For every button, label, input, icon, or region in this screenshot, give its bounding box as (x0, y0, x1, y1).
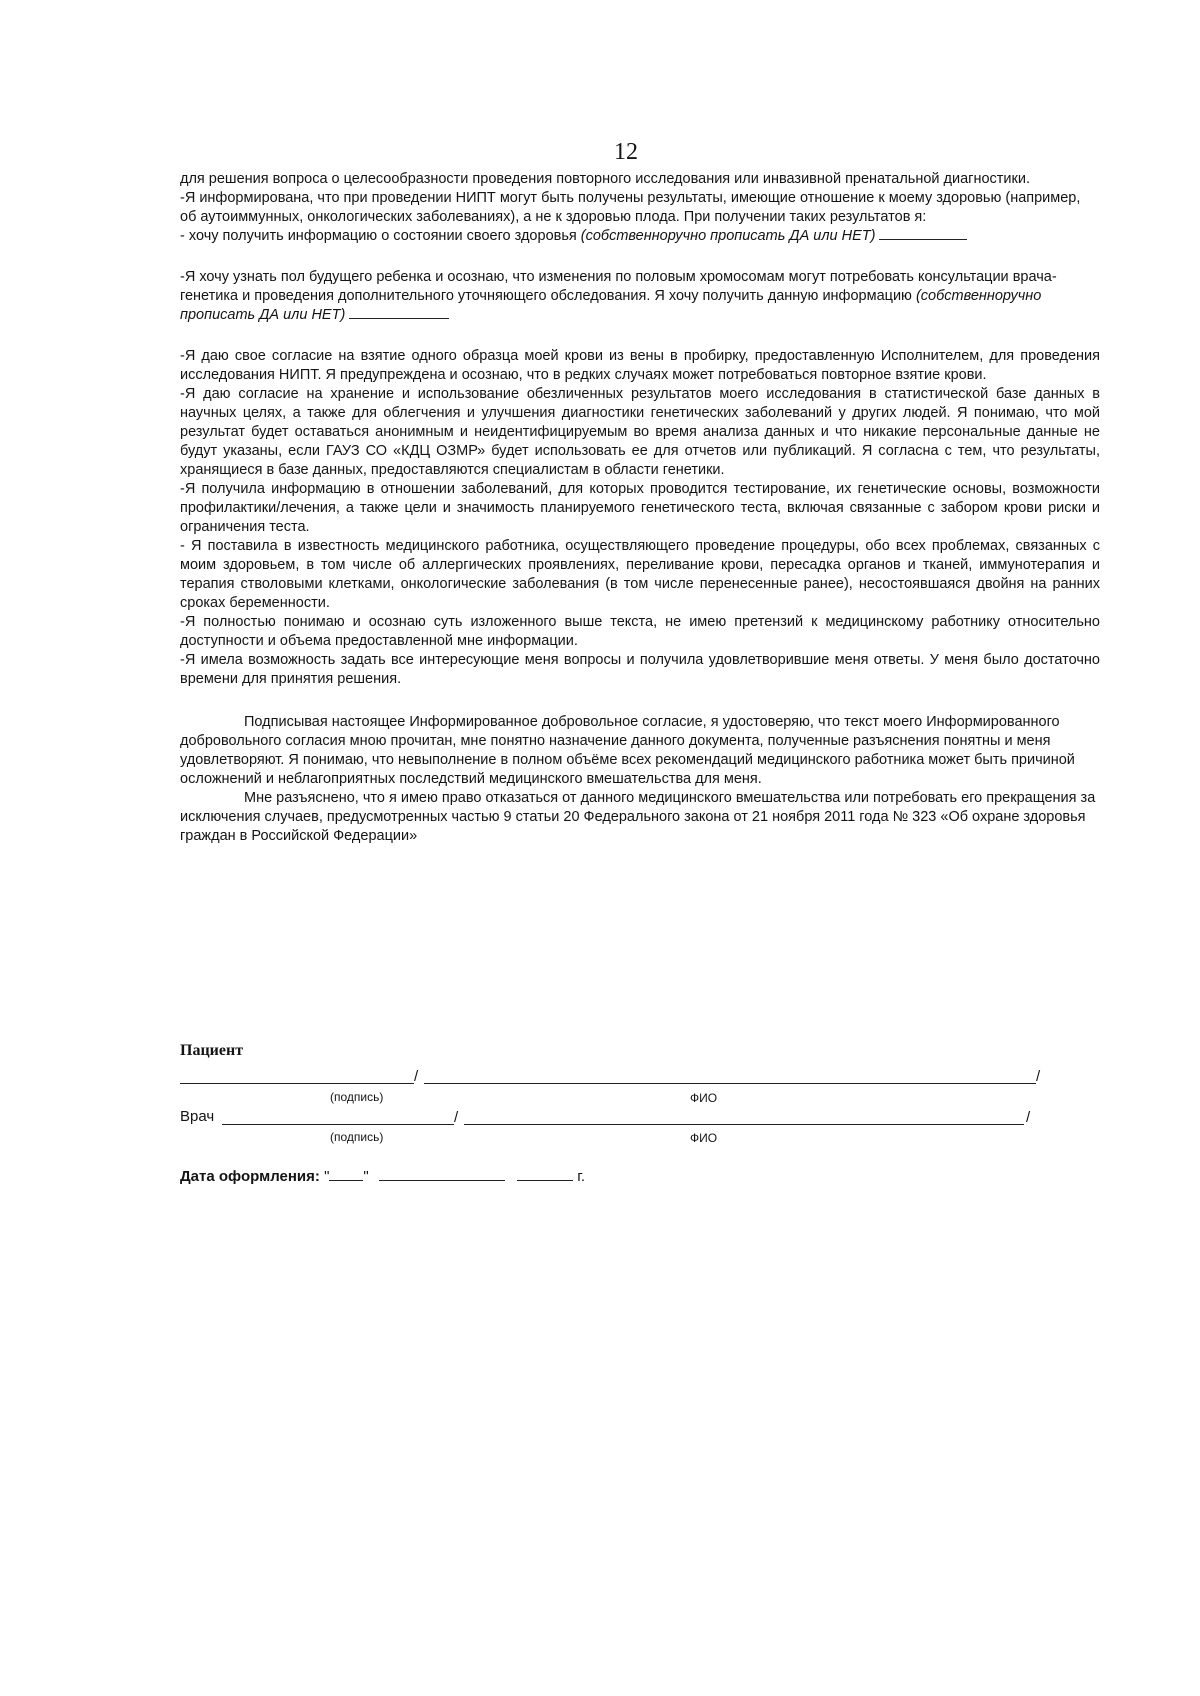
date-month-blank[interactable] (379, 1179, 505, 1181)
paragraph-right-to-refuse: Мне разъяснено, что я имею право отказаться от данного медицинского вмешательства или потребовать его прекращения за исключения случаев, предусмотренных частью 9 статьи 20 Федерального закона от 21 ноября 2011 года № 323 «Об охране здоровья граждан в Российской Федерации» (180, 790, 1096, 844)
sex-choice-answer-blank[interactable] (349, 317, 449, 319)
paragraph-blood-sample: -Я даю свое согласие на взятие одного образца моей крови из вены в пробирку, предоставленную Исполнителем, для проведения исследования НИПТ. Я предупреждена и осознаю, что в редких случаях может потребоваться повторное взятие крови. (180, 348, 1100, 383)
doctor-signature-line[interactable] (222, 1124, 454, 1125)
patient-label: Пациент (180, 1042, 244, 1059)
doctor-name-line[interactable] (464, 1124, 1024, 1125)
doctor-end-separator: / (1026, 1109, 1031, 1126)
date-label: Дата оформления: (180, 1168, 320, 1185)
sex-choice-instruction: (собственноручно прописать ДА или НЕТ) (180, 288, 1042, 323)
page-number: 12 (614, 139, 638, 165)
date-quote-close: " (363, 1168, 369, 1185)
paragraph-continuation: для решения вопроса о целесообразности проведения повторного исследования или инвазивной пренатальной диагностики. (180, 171, 1031, 187)
date-row (180, 1168, 585, 1186)
patient-name-caption: ФИО (690, 1091, 718, 1105)
health-choice-answer-blank[interactable] (879, 238, 967, 240)
doctor-separator: / (454, 1109, 459, 1126)
paragraph-health-disclosure: - Я поставила в известность медицинского работника, осуществляющего проведение процедуры, обо всех проблемах, связанных с моим здоровьем, в том числе об аллергических проявлениях, переливание крови, пересадка органов и тканей, иммунотерапия и терапия стволовыми клетками, онкологические заболевания (в том числе перенесенные ранее), несостоявшаяся двойня на ранних сроках беременности. (180, 538, 1100, 611)
patient-signature-caption: (подпись) (330, 1090, 384, 1104)
doctor-signature-caption: (подпись) (330, 1130, 384, 1144)
health-choice-instruction: (собственноручно прописать ДА или НЕТ) (580, 228, 876, 244)
date-quote-open: " (324, 1168, 330, 1185)
paragraph-health-results: -Я информирована, что при проведении НИПТ могут быть получены результаты, имеющие отношение к моему здоровью (например, об аутоиммунных, онкологических заболеваниях), а не к здоровью плода. При получении таких результатов я: (180, 190, 1081, 225)
date-day-blank[interactable] (329, 1179, 363, 1181)
paragraph-sex-choice (180, 268, 1100, 325)
patient-end-separator: / (1036, 1068, 1041, 1085)
consent-body (180, 170, 1100, 846)
patient-separator: / (414, 1068, 419, 1085)
doctor-label: Врач (180, 1108, 215, 1125)
paragraph-data-storage: -Я даю согласие на хранение и использование обезличенных результатов моего исследования в статистической базе данных в научных целях, а также для облегчения и улучшения диагностики генетических заболеваний у других людей. Я понимаю, что мой результат будет оставаться анонимным и неидентифицируемым во время анализа данных и что никакие персональные данные не будут указаны, если ГАУЗ СО «КДЦ ОЗМР» будет использовать ее для отчетов или публикаций. Я согласна с тем, что результаты, хранящиеся в базе данных, предоставляются специалистам в области генетики. (180, 386, 1100, 478)
paragraph-disease-info: -Я получила информацию в отношении заболеваний, для которых проводится тестирование, их генетические основы, возможности профилактики/лечения, а также цели и значимость планируемого генетического теста, включая связанные с забором крови риски и ограничения теста. (180, 481, 1100, 535)
patient-name-line[interactable] (424, 1083, 1036, 1084)
paragraph-health-choice (180, 227, 1100, 246)
paragraph-understanding: -Я полностью понимаю и осознаю суть изложенного выше текста, не имею претензий к медицинскому работнику относительно доступности и объема предоставленной мне информации. (180, 614, 1100, 649)
paragraph-signing-statement: Подписывая настоящее Информированное добровольное согласие, я удостоверяю, что текст моего Информированного добровольного согласия мною прочитан, мне понятно назначение данного документа, полученные разъяснения понятны и меня удовлетворяют. Я понимаю, что невыполнение в полном объёме всех рекомендаций медицинского работника может быть причиной осложнений и неблагоприятных последствий медицинского вмешательства для меня. (180, 714, 1075, 787)
paragraph-questions: -Я имела возможность задать все интересующие меня вопросы и получила удовлетворившие меня ответы. У меня было достаточно времени для принятия решения. (180, 652, 1100, 687)
sex-choice-text: -Я хочу узнать пол будущего ребенка и осознаю, что изменения по половым хромосомам могут потребовать консультации врача-генетика и проведения дополнительного уточняющего обследования. Я хочу получить данную информацию (180, 269, 1057, 304)
date-year-blank[interactable] (517, 1179, 573, 1181)
doctor-name-caption: ФИО (690, 1131, 718, 1145)
patient-signature-line[interactable] (180, 1083, 414, 1084)
date-year-suffix: г. (577, 1168, 586, 1185)
health-choice-text: - хочу получить информацию о состоянии своего здоровья (180, 228, 581, 244)
